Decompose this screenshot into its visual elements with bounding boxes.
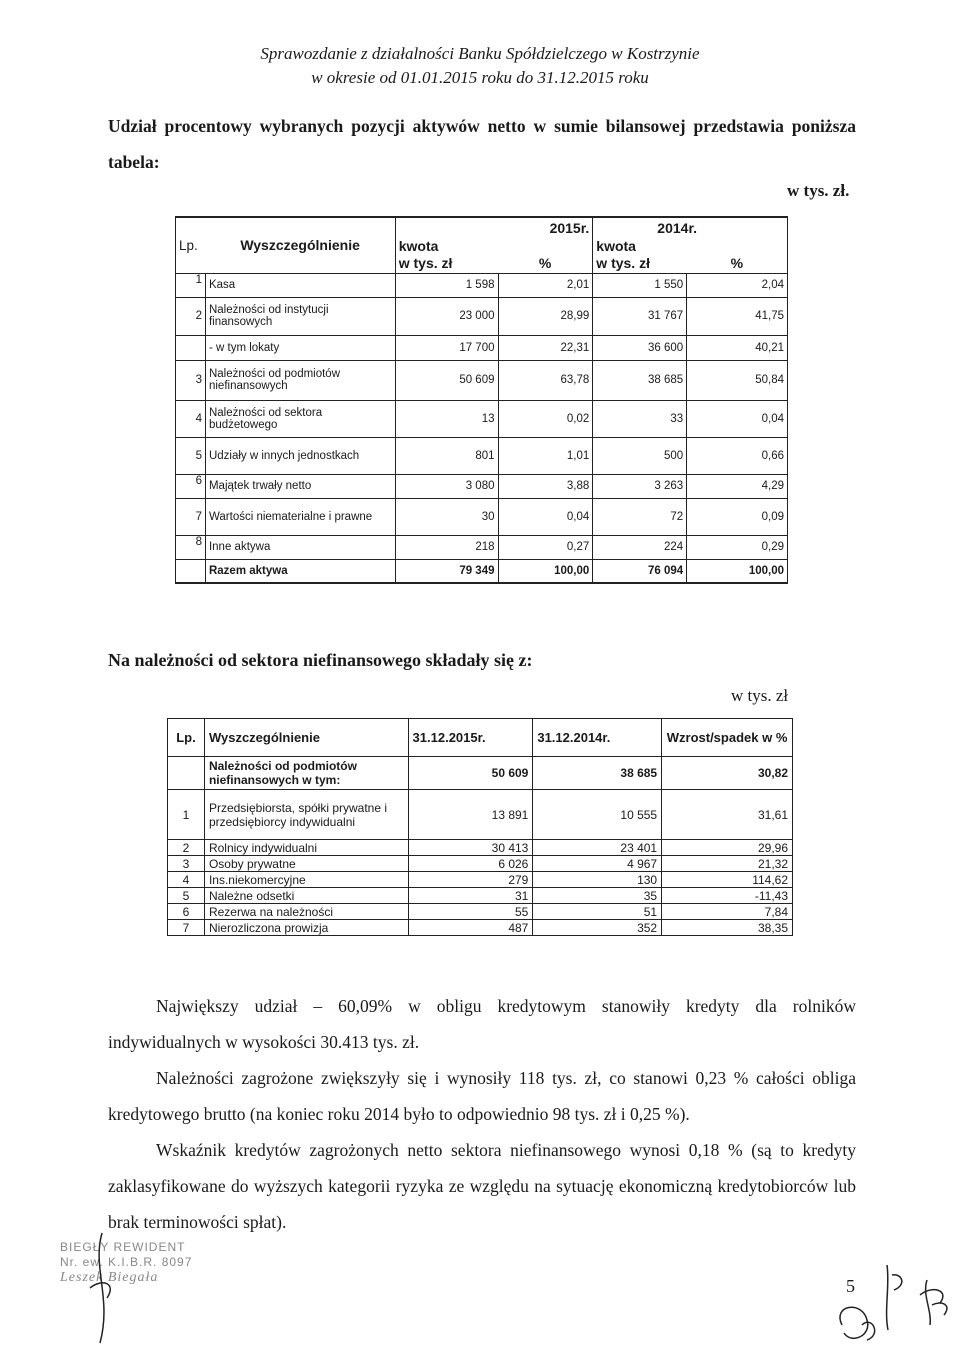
stamp-line-2: Nr. ew. K.I.B.R. 8097 <box>60 1255 193 1269</box>
row-name: Należności od instytucji finansowych <box>205 297 395 335</box>
row-value-2015: 1 598 <box>395 273 498 297</box>
row-value-2015: 3 080 <box>395 474 498 498</box>
row-pct-2015: 28,99 <box>498 297 593 335</box>
row-lp: 7 <box>168 920 205 936</box>
row-pct-2015: 63,78 <box>498 360 593 400</box>
row-value-2014: 72 <box>593 498 687 535</box>
intro-text: Udział procentowy wybranych pozycji aktywów netto w sumie bilansowej przedstawia poniższa tabela: <box>108 116 856 172</box>
row-change: 114,62 <box>662 872 793 888</box>
row-pct-2014: 0,66 <box>687 437 788 474</box>
row-value-2014: 51 <box>533 904 662 920</box>
row-value-2015: 30 413 <box>408 840 533 856</box>
row-value-2015: 6 026 <box>408 856 533 872</box>
summary-row <box>168 757 793 790</box>
table-row <box>176 400 788 437</box>
row-value-2014: 33 <box>593 400 687 437</box>
row-value-2014: 23 401 <box>533 840 662 856</box>
report-header-line2: w okresie od 01.01.2015 roku do 31.12.2015 roku <box>311 68 649 87</box>
row-pct-2015: 1,01 <box>498 437 593 474</box>
row-value-2014: 4 967 <box>533 856 662 872</box>
row-change: -11,43 <box>662 888 793 904</box>
row-change: 38,35 <box>662 920 793 936</box>
row-pct-2014: 41,75 <box>687 297 788 335</box>
row-name: Przedsiębiorsta, spółki prywatne i przedsiębiorcy indywidualni <box>204 790 408 840</box>
signature-initials <box>832 1255 957 1350</box>
summary-value-2015: 50 609 <box>408 757 533 790</box>
col-header-lp: Lp. <box>168 719 205 757</box>
unit-label-2: w tys. zł <box>731 686 789 705</box>
row-pct-2014: 4,29 <box>687 474 788 498</box>
table-row <box>168 840 793 856</box>
row-value-2014: 500 <box>593 437 687 474</box>
section-title: Na należności od sektora niefinansowego składały się z: <box>108 650 533 670</box>
row-value-2014: 38 685 <box>593 360 687 400</box>
total-pct-2014: 100,00 <box>687 559 788 583</box>
row-value-2015: 487 <box>408 920 533 936</box>
row-lp: 5 <box>168 888 205 904</box>
row-pct-2014: 0,04 <box>687 400 788 437</box>
col-header-item: Wyszczególnienie <box>204 719 408 757</box>
total-row <box>176 559 788 583</box>
report-header-line1: Sprawozdanie z działalności Banku Spółdzielczego w Kostrzynie <box>260 44 700 63</box>
row-lp: 7 <box>176 498 206 535</box>
table-row <box>168 872 793 888</box>
row-lp: 5 <box>176 437 206 474</box>
col-header-change: Wzrost/spadek w % <box>662 719 793 757</box>
table-row <box>168 888 793 904</box>
row-value-2014: 35 <box>533 888 662 904</box>
row-value-2014: 10 555 <box>533 790 662 840</box>
row-value-2015: 13 <box>395 400 498 437</box>
row-value-2015: 801 <box>395 437 498 474</box>
row-value-2015: 218 <box>395 535 498 559</box>
row-pct-2015: 22,31 <box>498 335 593 360</box>
row-value-2014: 224 <box>593 535 687 559</box>
row-lp: 4 <box>168 872 205 888</box>
paragraph-3: Wskaźnik kredytów zagrożonych netto sektora niefinansowego wynosi 0,18 % (są to kredyty zaklasyfikowane do wyższych kategorii ryzyka ze względu na sytuację ekonomiczną kredytobiorców lub brak terminowości spłat). <box>108 1140 856 1232</box>
row-lp: 6 <box>168 904 205 920</box>
col-header-pct-2014: % <box>687 254 788 273</box>
table-row <box>176 535 788 559</box>
table-row <box>168 856 793 872</box>
table-row <box>176 474 788 498</box>
row-lp: 1 <box>176 273 206 297</box>
total-label: Razem aktywa <box>205 559 395 583</box>
table-row <box>168 790 793 840</box>
row-pct-2014: 2,04 <box>687 273 788 297</box>
row-pct-2014: 50,84 <box>687 360 788 400</box>
row-name: Wartości niematerialne i prawne <box>205 498 395 535</box>
col-header-kwota-2014: kwota <box>593 237 687 254</box>
col-header-kwota-2015: kwota <box>395 237 498 254</box>
total-value-2015: 79 349 <box>395 559 498 583</box>
col-header-lp: Lp. <box>176 217 206 273</box>
row-pct-2015: 0,02 <box>498 400 593 437</box>
row-value-2014: 1 550 <box>593 273 687 297</box>
row-value-2015: 55 <box>408 904 533 920</box>
row-pct-2015: 0,04 <box>498 498 593 535</box>
row-name: Należności od sektora budżetowego <box>205 400 395 437</box>
summary-change: 30,82 <box>662 757 793 790</box>
table-row <box>168 920 793 936</box>
row-value-2015: 23 000 <box>395 297 498 335</box>
table-row <box>176 273 788 297</box>
col-header-item: Wyszczególnienie <box>205 217 395 273</box>
row-value-2015: 279 <box>408 872 533 888</box>
row-name: Inne aktywa <box>205 535 395 559</box>
row-name: Należności od podmiotów niefinansowych <box>205 360 395 400</box>
page-number: 5 <box>846 1276 855 1296</box>
table-row <box>176 297 788 335</box>
row-name: Ins.niekomercyjne <box>204 872 408 888</box>
table-row <box>176 360 788 400</box>
row-value-2015: 50 609 <box>395 360 498 400</box>
table-row <box>176 335 788 360</box>
row-value-2015: 30 <box>395 498 498 535</box>
assets-share-table <box>175 216 788 584</box>
row-change: 31,61 <box>662 790 793 840</box>
row-change: 21,32 <box>662 856 793 872</box>
row-lp: 3 <box>176 360 206 400</box>
col-header-2015: 2015r. <box>395 217 593 237</box>
row-name: Osoby prywatne <box>204 856 408 872</box>
table-row <box>168 904 793 920</box>
row-value-2014: 130 <box>533 872 662 888</box>
table-row <box>176 437 788 474</box>
row-value-2015: 31 <box>408 888 533 904</box>
paragraph-1: Największy udział – 60,09% w obligu kredytowym stanowiły kredyty dla rolników indywidualnych w wysokości 30.413 tys. zł. <box>108 996 856 1052</box>
row-value-2015: 13 891 <box>408 790 533 840</box>
row-lp: 1 <box>168 790 205 840</box>
col-header-wtys-2014: w tys. zł <box>593 254 687 273</box>
row-name: Kasa <box>205 273 395 297</box>
col-header-wtys-2015: w tys. zł <box>395 254 498 273</box>
row-name: Nierozliczona prowizja <box>204 920 408 936</box>
total-value-2014: 76 094 <box>593 559 687 583</box>
unit-label-1: w tys. zł. <box>787 181 850 200</box>
row-name: - w tym lokaty <box>205 335 395 360</box>
row-pct-2015: 0,27 <box>498 535 593 559</box>
table-row <box>176 498 788 535</box>
row-change: 29,96 <box>662 840 793 856</box>
summary-label: Należności od podmiotów niefinansowych w tym: <box>204 757 408 790</box>
row-change: 7,84 <box>662 904 793 920</box>
row-value-2014: 3 263 <box>593 474 687 498</box>
row-lp: 6 <box>176 474 206 498</box>
total-pct-2015: 100,00 <box>498 559 593 583</box>
row-name: Udziały w innych jednostkach <box>205 437 395 474</box>
row-name: Rezerwa na należności <box>204 904 408 920</box>
signature-mark-left <box>72 1228 132 1348</box>
stamp-line-3: Leszek Biegała <box>60 1270 159 1285</box>
row-value-2014: 31 767 <box>593 297 687 335</box>
row-value-2015: 17 700 <box>395 335 498 360</box>
col-header-pct-2015: % <box>498 254 593 273</box>
row-pct-2015: 2,01 <box>498 273 593 297</box>
row-lp: 3 <box>168 856 205 872</box>
row-name: Rolnicy indywidualni <box>204 840 408 856</box>
row-pct-2014: 0,29 <box>687 535 788 559</box>
col-header-2014: 2014r. <box>593 217 788 237</box>
row-lp: 2 <box>168 840 205 856</box>
row-lp: 4 <box>176 400 206 437</box>
col-header-2015: 31.12.2015r. <box>408 719 533 757</box>
row-lp: 2 <box>176 297 206 335</box>
row-lp: 8 <box>176 535 206 559</box>
stamp-line-1: BIEGŁY REWIDENT <box>60 1240 186 1254</box>
row-name: Należne odsetki <box>204 888 408 904</box>
row-pct-2014: 0,09 <box>687 498 788 535</box>
row-value-2014: 352 <box>533 920 662 936</box>
nonfinancial-receivables-table <box>167 718 793 936</box>
row-lp <box>176 335 206 360</box>
paragraph-2: Należności zagrożone zwiększyły się i wynosiły 118 tys. zł, co stanowi 0,23 % całości obliga kredytowego brutto (na koniec roku 2014 było to odpowiednio 98 tys. zł i 0,25 %). <box>108 1068 856 1124</box>
row-pct-2015: 3,88 <box>498 474 593 498</box>
summary-value-2014: 38 685 <box>533 757 662 790</box>
row-name: Majątek trwały netto <box>205 474 395 498</box>
row-value-2014: 36 600 <box>593 335 687 360</box>
col-header-2014: 31.12.2014r. <box>533 719 662 757</box>
row-pct-2014: 40,21 <box>687 335 788 360</box>
